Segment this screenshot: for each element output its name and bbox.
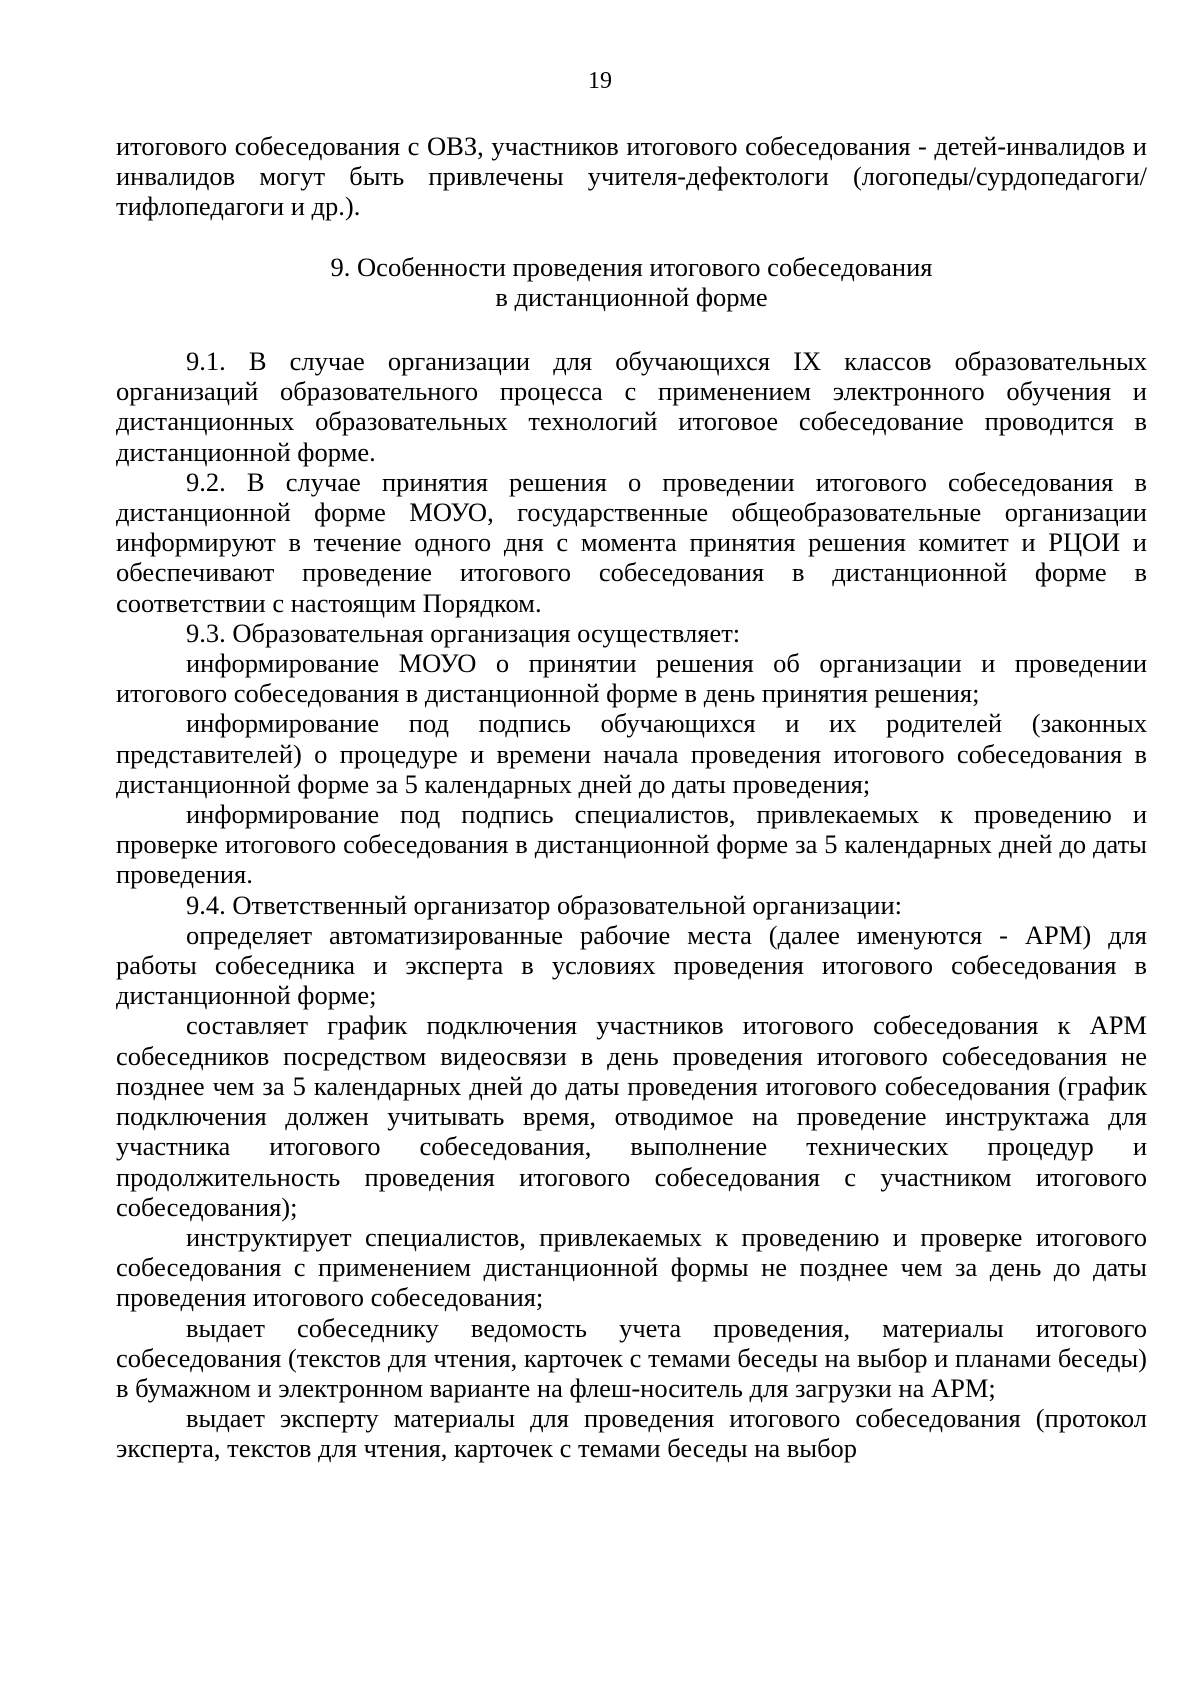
section-heading-line-2: в дистанционной форме: [495, 281, 768, 312]
list-item-instruct-specialists: инструктирует специалистов, привлекаемых к проведению и проверке итогового собеседования с применением дистанционной формы не позднее чем за день до даты проведения итогового собеседования;: [116, 1221, 1147, 1313]
list-item-inform-mouo: информирование МОУО о принятии решения об организации и проведении итогового собеседования в дистанционной форме в день принятия решения;: [116, 648, 1147, 709]
document-body: [116, 131, 1147, 1464]
section-heading: [116, 252, 1147, 312]
list-item-connection-schedule: составляет график подключения участников итогового собеседования к АРМ собеседников посредством видеосвязи в день проведения итогового собеседования не позднее чем за 5 календарных дней до даты проведения итогового собеседования (график подключения должен учитывать время, отводимое на проведение инструктажа для участника итогового собеседования, выполнение технических процедур и продолжительность проведения итогового собеседования с участником итогового собеседования);: [116, 1010, 1147, 1222]
list-item-issue-interlocutor: выдает собеседнику ведомость учета проведения, материалы итогового собеседования (текстов для чтения, карточек с темами беседы на выбор и планами беседы) в бумажном и электронном варианте на флеш-носитель для загрузки на АРМ;: [116, 1312, 1147, 1403]
list-item-inform-students: информирование под подпись обучающихся и их родителей (законных представителей) о процедуре и времени начала проведения итогового собеседования в дистанционной форме за 5 календарных дней до даты проведения;: [116, 708, 1147, 799]
list-item-inform-specialists: информирование под подпись специалистов, привлекаемых к проведению и проверке итогового собеседования в дистанционной форме за 5 календарных дней до даты проведения.: [116, 799, 1147, 890]
paragraph-9-4: 9.4. Ответственный организатор образовательной организации:: [186, 889, 903, 920]
paragraph-9-1: 9.1. В случае организации для обучающихся IX классов образовательных организаций образовательного процесса с применением электронного обучения и дистанционных образовательных технологий итоговое собеседование проводится в дистанционной форме.: [116, 346, 1147, 467]
page-number: 19: [588, 68, 612, 94]
intro-paragraph: итогового собеседования с ОВЗ, участников итогового собеседования - детей-инвалидов и инвалидов могут быть привлечены учителя-дефектологи (логопеды/сурдопедагоги/тифлопедагоги и др.).: [116, 131, 1147, 222]
list-item-define-arm: определяет автоматизированные рабочие места (далее именуются - АРМ) для работы собеседника и эксперта в условиях проведения итогового собеседования в дистанционной форме;: [116, 919, 1147, 1011]
section-heading-line-1: 9. Особенности проведения итогового собеседования: [330, 251, 933, 282]
paragraph-9-2: 9.2. В случае принятия решения о проведении итогового собеседования в дистанционной форме МОУО, государственные общеобразовательные организации информируют в течение одного дня с момента принятия решения комитет и РЦОИ и обеспечивают проведение итогового собеседования в дистанционной форме в соответствии с настоящим Порядком.: [116, 466, 1147, 618]
paragraph-9-3: 9.3. Образовательная организация осуществляет:: [186, 617, 741, 648]
list-item-issue-expert: выдает эксперту материалы для проведения итогового собеседования (протокол эксперта, текстов для чтения, карточек с темами беседы на выбор: [116, 1403, 1147, 1464]
